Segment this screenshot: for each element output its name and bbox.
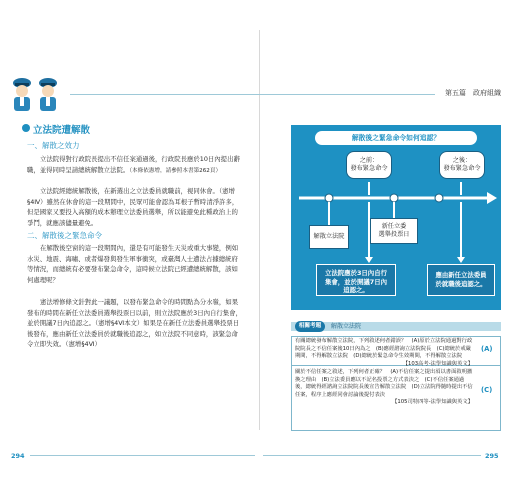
before-label: 之前： 發布緊急命令 — [346, 151, 392, 179]
footer-rule-left — [30, 455, 255, 456]
result-before-box: 立法院應於3日內自行集會，並於開議7日內追認之。 — [316, 264, 396, 296]
result-after-box: 應由新任立法委員於就職後追認之。 — [427, 264, 495, 296]
paragraph-effect-1: 立法院得對行政院長提出不信任案通過後，行政院長應於10日內提出辭職，並得同時呈請總統解散立法院。（本條依憲增，請參照本書第262頁） — [27, 155, 240, 174]
diagram-title: 解散後之緊急命令如何追認？ — [315, 131, 477, 145]
page-gutter — [259, 30, 260, 430]
election-label: 新任立委 選舉投票日 — [370, 218, 418, 244]
paragraph-effect-2: 立法院經總統解散後，在新選出之立法委員就職前，視同休會。（憲增§4Ⅳ）雖然在休會的這一段期間中，民眾可能會認為耳根子暫時清淨許多，但是國家又要投入高額的成本辦理立法委員選舉，所以能避免此種政治上的爭鬥，就應該儘量避免。 — [27, 187, 239, 227]
quiz-question-2: 關於不信任案之敘述，下列何者正確？ (A)不信任案之提出須以書面敘明撤換之理由 (B)立法委員應以不記名投票之方式表決之 (C)不信任案通過後，總統得經諮詢立法院院長後宣告解散立法院 (D)立法院得隨時提出不信任案，程序上應經同會討論後提付表決 【105司特四等-法學知識與英文】 — [295, 369, 473, 406]
page-number-right: 295 — [485, 452, 499, 460]
section-bullet-icon — [22, 124, 30, 132]
subsection-title-emergency: 二、解散後之緊急命令 — [27, 231, 102, 240]
quiz-answer-2: (C) — [481, 386, 493, 394]
quiz-topic: 解散立法院 — [331, 323, 362, 330]
subsection-title-effect: 一、解散之效力 — [27, 141, 80, 150]
quiz-badge: 相關考題 — [295, 321, 325, 332]
after-label: 之後： 發布緊急命令 — [439, 151, 485, 179]
police-officer-illustration — [8, 74, 64, 118]
quiz-answer-1: (A) — [481, 345, 493, 353]
header-rule — [70, 94, 435, 95]
chapter-label: 第五篇 政府組織 — [445, 89, 501, 97]
quiz-question-1: 有關總統發布解散立法院，下列敘述何者錯誤？ (A)原於立法院通過對行政院院長之不信任案後10日內為之 (B)應經諮詢立法院院長 (C)總統於戒嚴期間，不得解散立法院 (D)總統於緊急命令生效期間，不得解散立法院 【103高考-法學知識與英文】 — [295, 338, 473, 367]
page-number-left: 294 — [11, 452, 25, 460]
section-title: 立法院遭解散 — [33, 125, 91, 136]
paragraph-emergency-2: 憲法增修條文針對此一議題，以發布緊急命令的時間點為分水嶺，如果發布的時間在新任立法委員選舉投票日以前，則立法院應於3日內自行集會，並於開議7日內追認之。（憲增§4Ⅵ本文）如果是在新任立法委員選舉投票日後發布，應由新任立法委員於就職後追認之，如立法院不同意時，該緊急命令立即失效。（憲增§4Ⅵ） — [27, 298, 242, 349]
paragraph-emergency-1: 在解散後空窗的這一段期間內，還是有可能發生天災或重大事變，例如水災、地震、海嘯、或者爆發與發生軍事衝突，或臺灣人士遭法占據總統府等情況，而總統有必要發布緊急命令，這時候立法院已經遭總統解散，該如何處理呢？ — [27, 244, 239, 284]
dissolve-label: 解散立法院 — [309, 225, 349, 249]
footer-rule-right — [263, 455, 481, 456]
